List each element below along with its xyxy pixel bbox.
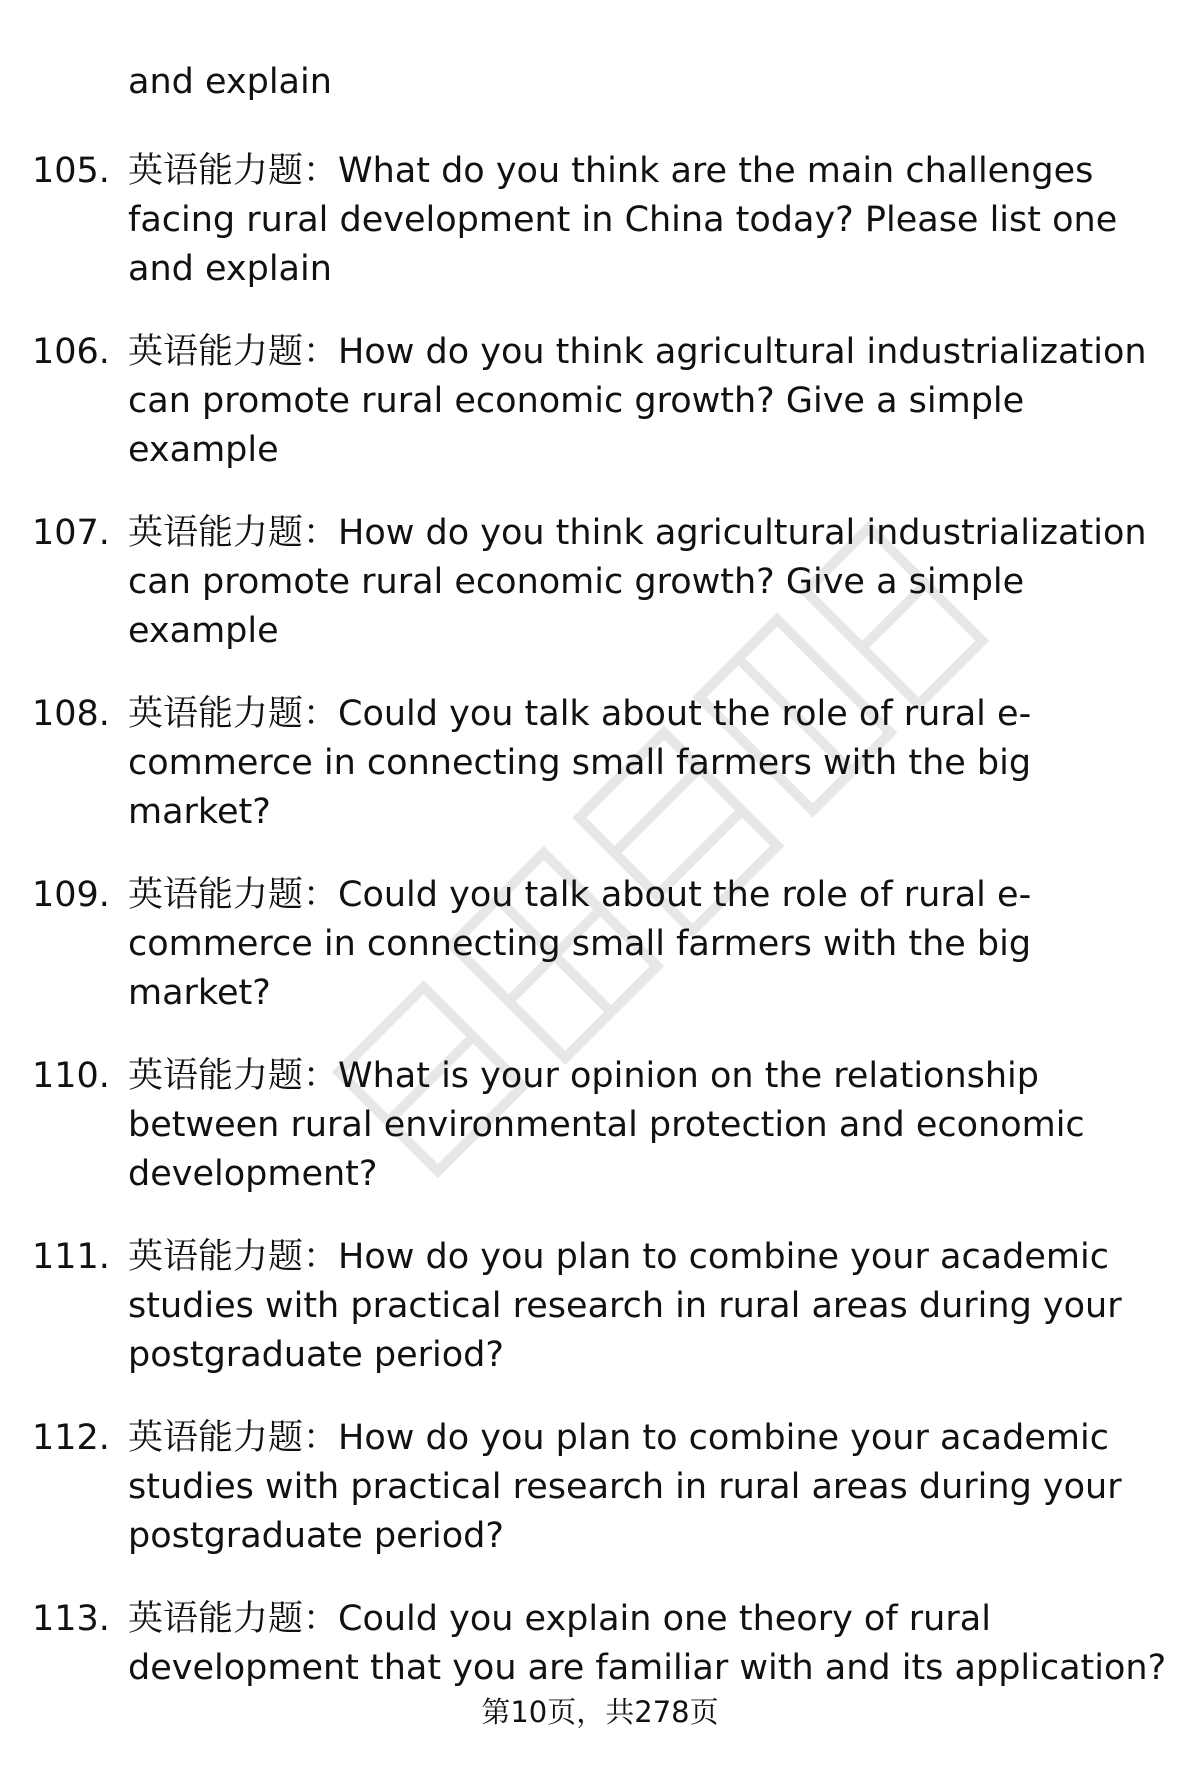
question-line: 英语能力题：How do you plan to combine your academic (128, 1418, 1109, 1458)
question-line: market? (128, 792, 271, 832)
question-line: 英语能力题：How do you plan to combine your academic (128, 1237, 1109, 1277)
list-item (0, 1414, 1200, 1595)
list-item (0, 509, 1200, 690)
question-line: facing rural development in China today? Please list one (128, 200, 1118, 240)
continuation-line: and explain (128, 62, 332, 102)
question-line: postgraduate period? (128, 1516, 504, 1556)
question-line: between rural environmental protection and economic (128, 1105, 1085, 1145)
question-number: 110. (32, 1056, 110, 1096)
question-line: 英语能力题：What do you think are the main challenges (128, 151, 1094, 191)
question-line: development? (128, 1154, 378, 1194)
question-number: 109. (32, 875, 110, 915)
question-text (128, 509, 1168, 656)
question-number: 107. (32, 513, 110, 553)
question-text (128, 690, 1168, 837)
question-text (128, 1052, 1168, 1199)
question-line: example (128, 611, 279, 651)
question-text (128, 1414, 1168, 1561)
list-item (0, 1052, 1200, 1233)
question-line: can promote rural economic growth? Give a simple (128, 562, 1025, 602)
question-line: 英语能力题：Could you explain one theory of rural (128, 1599, 991, 1639)
question-number: 105. (32, 151, 110, 191)
question-text (128, 147, 1168, 294)
question-number: 112. (32, 1418, 110, 1458)
question-number: 111. (32, 1237, 110, 1277)
question-line: studies with practical research in rural areas during your (128, 1286, 1122, 1326)
list-item (0, 1233, 1200, 1414)
question-line: can promote rural economic growth? Give a simple (128, 381, 1025, 421)
question-line: 英语能力题：What is your opinion on the relationship (128, 1056, 1039, 1096)
question-line: 英语能力题：Could you talk about the role of rural e- (128, 875, 1032, 915)
list-item (0, 328, 1200, 509)
question-line: and explain (128, 249, 332, 289)
question-line: postgraduate period? (128, 1335, 504, 1375)
question-list (0, 147, 1200, 1776)
question-text (128, 328, 1168, 475)
question-line: 英语能力题：Could you talk about the role of rural e- (128, 694, 1032, 734)
question-text (128, 871, 1168, 1018)
question-number: 106. (32, 332, 110, 372)
question-line: market? (128, 973, 271, 1013)
list-item (0, 147, 1200, 328)
question-number: 108. (32, 694, 110, 734)
page-number-footer: 第10页，共278页 (481, 1695, 719, 1729)
question-text (128, 1233, 1168, 1380)
question-number: 113. (32, 1599, 110, 1639)
question-line: commerce in connecting small farmers with the big (128, 743, 1032, 783)
question-line: example (128, 430, 279, 470)
question-line: 英语能力题：How do you think agricultural industrialization (128, 332, 1147, 372)
question-line: studies with practical research in rural areas during your (128, 1467, 1122, 1507)
question-line: commerce in connecting small farmers with the big (128, 924, 1032, 964)
question-text (128, 1595, 1168, 1693)
list-item (0, 690, 1200, 871)
question-line: 英语能力题：How do you think agricultural industrialization (128, 513, 1147, 553)
list-item (0, 871, 1200, 1052)
continuation-text (128, 58, 332, 107)
list-item (0, 1595, 1200, 1776)
question-line: development that you are familiar with and its application? (128, 1648, 1167, 1688)
